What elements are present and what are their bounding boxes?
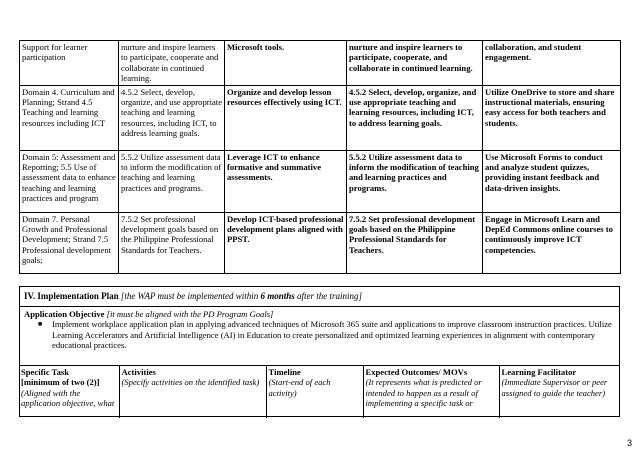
section-note <box>121 291 362 301</box>
square-bullet-icon: ■ <box>38 320 43 329</box>
target-cell: Utilize OneDrive to store and share instructional materials, ensuring easy access for both teachers and students. <box>483 85 621 150</box>
objective-heading <box>24 309 615 319</box>
implementation-plan-section <box>19 286 620 417</box>
domain-cell: Support for learner participation <box>20 41 119 86</box>
objective-bullet <box>24 319 615 350</box>
column-head: Timeline <box>268 367 301 377</box>
column-learning-facilitator <box>499 366 620 418</box>
domain-cell: Domain 4. Curriculum and Planning; Strand 4.5 Teaching and learning resources including ICT <box>20 85 119 150</box>
table-row <box>20 85 621 150</box>
objective-label: Application Objective <box>24 309 105 319</box>
section-note-pre: [the WAP must be implemented within <box>120 291 261 301</box>
column-expected-outcomes <box>363 366 499 418</box>
target-cell: collaboration, and student engagement. <box>483 41 621 86</box>
table-row <box>20 41 621 86</box>
column-head: Expected Outcomes/ MOVs <box>365 367 468 377</box>
focus-cell: Develop ICT-based professional development plans aligned with PPST. <box>225 212 347 273</box>
page-number: 3 <box>627 438 633 448</box>
indicator-cell: nurture and inspire learners to participate, cooperate, and collaborate in continued learning. <box>347 41 483 86</box>
strand-cell: 7.5.2 Set professional development goals based on the Philippine Professional Standards for Teachers. <box>119 212 225 273</box>
focus-cell: Leverage ICT to enhance formative and summative assessments. <box>225 150 347 212</box>
column-note: (It represents what is predicted or intended to happen as a result of implementing a specific task or <box>365 377 482 409</box>
column-note: (Immediate Supervisor or peer assigned to guide the teacher) <box>501 377 608 398</box>
indicator-cell: 4.5.2 Select, develop, organize, and use appropriate teaching and learning resources, including ICT, to address learning goals. <box>347 85 483 150</box>
strand-cell: 5.5.2 Utilize assessment data to inform the modification of teaching and learning practices and programs. <box>119 150 225 212</box>
column-head-sub: [minimum of two (2)] <box>21 377 100 388</box>
column-note: (Aligned with the application objective, what <box>21 387 115 409</box>
section-note-duration: 6 months <box>260 291 295 301</box>
column-head: Learning Facilitator <box>501 367 577 377</box>
strand-cell: 4.5.2 Select, develop, organize, and use appropriate teaching and learning resources, including ICT, to address learning goals. <box>119 85 225 150</box>
competency-table <box>19 40 621 274</box>
indicator-cell: 5.5.2 Utilize assessment data to inform the modification of teaching and learning practices and programs. <box>347 150 483 212</box>
section-title: IV. Implementation Plan <box>24 291 119 301</box>
column-activities <box>119 366 266 418</box>
objective-note: [it must be aligned with the PD Program Goals] <box>106 309 274 319</box>
target-cell: Engage in Microsoft Learn and DepEd Commons online courses to continuously improve ICT competencies. <box>483 212 621 273</box>
table-row <box>20 150 621 212</box>
column-timeline <box>266 366 363 418</box>
column-head: Activities <box>121 367 156 377</box>
section-heading <box>20 287 619 307</box>
indicator-cell: 7.5.2 Set professional development goals based on the Philippine Professional Standards for Teachers. <box>347 212 483 273</box>
objective-text: Implement workplace application plan in applying advanced techniques of Microsoft 365 suite and applications to improve classroom instruction practices. Utilize Learning Accelerators and Artificial Intelligence (AI) in Education to create personalized and optimized learning experiences in alignment with contemporary educational practices. <box>52 319 612 351</box>
column-note: (Start-end of each activity) <box>268 377 331 398</box>
strand-cell: nurture and inspire learners to participate, cooperate and collaborate in continued learning. <box>119 41 225 86</box>
domain-cell: Domain 7. Personal Growth and Professional Development; Strand 7.5 Professional development goals; <box>20 212 119 273</box>
plan-header-table <box>19 365 620 418</box>
column-head: Specific Task <box>21 367 69 377</box>
column-specific-task <box>19 366 119 418</box>
focus-cell: Microsoft tools. <box>225 41 347 86</box>
target-cell: Use Microsoft Forms to conduct and analyze student quizzes, providing instant feedback and data-driven insights. <box>483 150 621 212</box>
table-row <box>20 212 621 273</box>
section-note-post: after the training] <box>294 291 363 301</box>
domain-cell: Domain 5: Assessment and Reporting; 5.5 Use of assessment data to enhance teaching and learning practices and program <box>20 150 119 212</box>
table-row <box>19 366 620 418</box>
application-objective <box>20 309 619 351</box>
column-note: (Specify activities on the identified task) <box>121 377 260 388</box>
focus-cell: Organize and develop lesson resources effectively using ICT. <box>225 85 347 150</box>
